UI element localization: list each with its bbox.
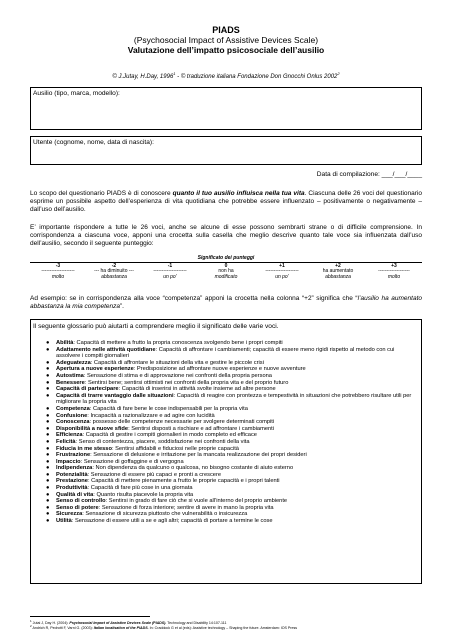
scale-dash: -------------------- [41, 268, 75, 274]
scale-number: +3 [391, 263, 397, 269]
glossary-item: ● Qualità di vita: Quanto risulta piacevole la propria vita [46, 491, 194, 498]
footnote-ref-2: 2 [337, 71, 340, 76]
scale-dash: -------------------- [265, 268, 299, 274]
glossary-item: ● Autostima: Sensazione di stima e di approvazione nei confronti della propria persona [46, 372, 272, 379]
scale-dash: -------------------- [153, 268, 187, 274]
copyright-line [30, 70, 422, 81]
scale-number: -2 [111, 263, 117, 269]
glossary-list [33, 340, 419, 525]
glossary-item: ● Capacità di trarre vantaggio dalle situazioni: Capacità di reagire con prontezza e tempestività in situazioni che potrebbero risultare utili per migliorare la propria vita [46, 392, 412, 406]
document-page [30, 0, 422, 640]
glossary-item: ● Produttività: Capacità di fare più cose in una giornata [46, 485, 193, 492]
scale-dash: --- ha diminuito --- [94, 268, 134, 274]
footnote-1: $^1$ Jutai J, Day H. (2004): Psychosocial Impact of Assistive Devices Scale (PIADS). Technology and Disability 14:107-111 [30, 619, 227, 626]
glossary-item: ● Capacità di partecipare: Capacità di inserirsi in attività svolte insieme ad altre persone [46, 386, 276, 393]
glossary-item: ● Impaccio: Sensazione di goffaggine e di vergogna [46, 458, 184, 465]
compilation-date-field[interactable]: Data di compilazione: ___/___/____ [316, 171, 422, 178]
glossary-item: ● Conoscenza: possesso delle competenze necessarie per svolgere determinati compiti [46, 419, 275, 426]
scale-word: molto [51, 274, 65, 280]
footnote-divider [30, 616, 150, 617]
glossary-item: ● Potenzialità: Sensazione di essere più capaci e pronti a crescere [46, 471, 222, 478]
glossary-item: ● Utilità: Sensazione di essere utili a se e agli altri; capacità di portare a termine le cose [46, 518, 273, 525]
glossary-item: ● Disponibilità a nuove sfide: Sentirsi disposti a rischiare e ad affrontare i cambiamenti [46, 425, 275, 432]
scale-dash: non ha [218, 268, 234, 274]
glossary-item: ● Prestazione: Capacità di mettere pienamente a frutto le proprie capacità e i propri talenti [46, 478, 280, 485]
user-field-label: Utente (cognome, nome, data di nascita): [33, 139, 154, 146]
glossary-item: ● Indipendenza: Non dipendenza da qualcuno o qualcosa, no bisogno costante di aiuto esterno [46, 465, 294, 472]
glossary-item: ● Competenza: Capacità di fare bene le cose indispensabili per la propria vita [46, 405, 248, 412]
scale-number: -3 [55, 263, 61, 269]
scale-title: Significato dei punteggi [197, 255, 255, 261]
example-paragraph: Ad esempio: se in corrispondenza alla voce “competenza” apponi la crocetta nella colonna “+2” significa che “l’ausilio ha aumentato abbastanza la mia competenza”. [30, 295, 422, 311]
document-subtitle-italian: Valutazione dell’impatto psicosociale dell’ausilio [127, 45, 325, 55]
scale-number: -1 [167, 263, 173, 269]
scale-word: un po’ [163, 274, 177, 280]
scale-number: +2 [335, 263, 341, 269]
scale-word: abbastanza [101, 274, 127, 280]
intro-paragraph-1: Lo scopo del questionario PIADS è di conoscere quanto il tuo ausilio influisca nella tua vita. Ciascuna delle 26 voci del questionario esprime un possibile aspetto dell’esperienza di vita quotidiana che potrebbe essere influenzato – positivamente o negativamente – dall’uso dell’ausilio. [30, 190, 422, 214]
glossary-item: ● Benessere: Sentirsi bene; sentirsi ottimisti nei confronti della propria vita e del proprio futuro [46, 379, 289, 386]
glossary-item: ● Abilità: Capacità di mettere a frutto la propria conoscenza svolgendo bene i propri compiti [46, 340, 283, 346]
footnote-2: $^2$ Andrich R, Pedrotti F, Varni G. (2003): Italian localisation of the PIADS. In: Craddock G et al (eds): Assistive technology – Shaping the future. Amsterdam: IOS Press [30, 624, 298, 631]
device-field[interactable] [30, 87, 422, 130]
glossary-item: ● Confusione: Incapacità a razionalizzare e ad agire con lucidità [46, 412, 215, 419]
scale-words-row [30, 274, 422, 280]
intro-emphasis: quanto il tuo ausilio influisca nella tua vita [172, 190, 305, 197]
glossary-item: ● Frustrazione: Sensazione di delusione e irritazione per la mancata realizzazione dei propri desideri [46, 452, 307, 459]
example-emphasis: l’ausilio ha aumentato abbastanza la mia competenza [30, 295, 422, 311]
glossary-item: ● Felicità: Senso di contentezza, piacere, soddisfazione nei confronti della vita [46, 438, 250, 445]
scale-word: molto [387, 274, 401, 280]
scale-word: modificato [214, 274, 238, 280]
copyright-translation: - © traduzione italiana Fondazione Don Gnocchi Onlus 2002 [175, 74, 338, 80]
glossary-intro: Il seguente glossario può aiutarti a comprendere meglio il significato delle varie voci. [33, 323, 279, 330]
glossary-item: ● Efficienza: Capacità di gestire i compiti giornalieri in modo completo ed efficace [46, 432, 257, 439]
device-field-label: Ausilio (tipo, marca, modello): [33, 90, 120, 97]
glossary-item: ● Sicurezza: Sensazione di sicurezza piuttosto che vulnerabilità o insicurezza [46, 511, 248, 518]
document-title: PIADS [212, 25, 240, 35]
glossary-item: ● Senso di controllo: Sentirsi in grado di fare ciò che si vuole all’interno del proprio ambiente [46, 498, 288, 505]
copyright-authors: © J.Jutay, H.Day, 1996 [112, 74, 174, 80]
document-subtitle: (Psychosocial Impact of Assistive Devices Scale) [133, 35, 319, 45]
intro-paragraph-2: E’ importante rispondere a tutte le 26 voci, anche se alcune di esse possono sembrarti strane o di difficile comprensione. In corrispondenza a ciascuna voce, apponi una crocetta sulla casella che meglio descrive quanto tale voce sia influenzata dall’uso dell’ausilio, secondo il seguente punteggio: [30, 224, 422, 248]
scale-number: 0 [224, 263, 228, 269]
scale-word: abbastanza [325, 274, 351, 280]
glossary-item: ● Fiducia in me stesso: Sentirsi affidabili e fiduciosi nelle proprie capacità [46, 445, 239, 452]
glossary-item: ● Apertura a nuove esperienze: Predisposizione ad affrontare nuove esperienze e nuove avventure [46, 366, 306, 373]
glossary-item: ● Senso di potere: Sensazione di forza interiore; sentire di avere in mano la propria vita [46, 504, 274, 511]
glossary-box [30, 319, 422, 584]
scale-dash: ha aumentato [322, 268, 354, 274]
user-field[interactable] [30, 136, 422, 165]
scale-number: +1 [279, 263, 285, 269]
scale-dash: ------------------- [378, 268, 410, 274]
footnote-ref-1: 1 [173, 71, 176, 76]
glossary-item: ● Adattamento nelle attività quotidiane: Capacità di affrontare i cambiamenti; capacità di essere meno rigidi rispetto al metodo con cui assolvere i compiti giornalieri [46, 346, 395, 360]
scale-word: un po’ [275, 274, 289, 280]
glossary-item: ● Adeguatezza: Capacità di affrontare le situazioni della vita e gestire le piccole crisi [46, 359, 264, 366]
